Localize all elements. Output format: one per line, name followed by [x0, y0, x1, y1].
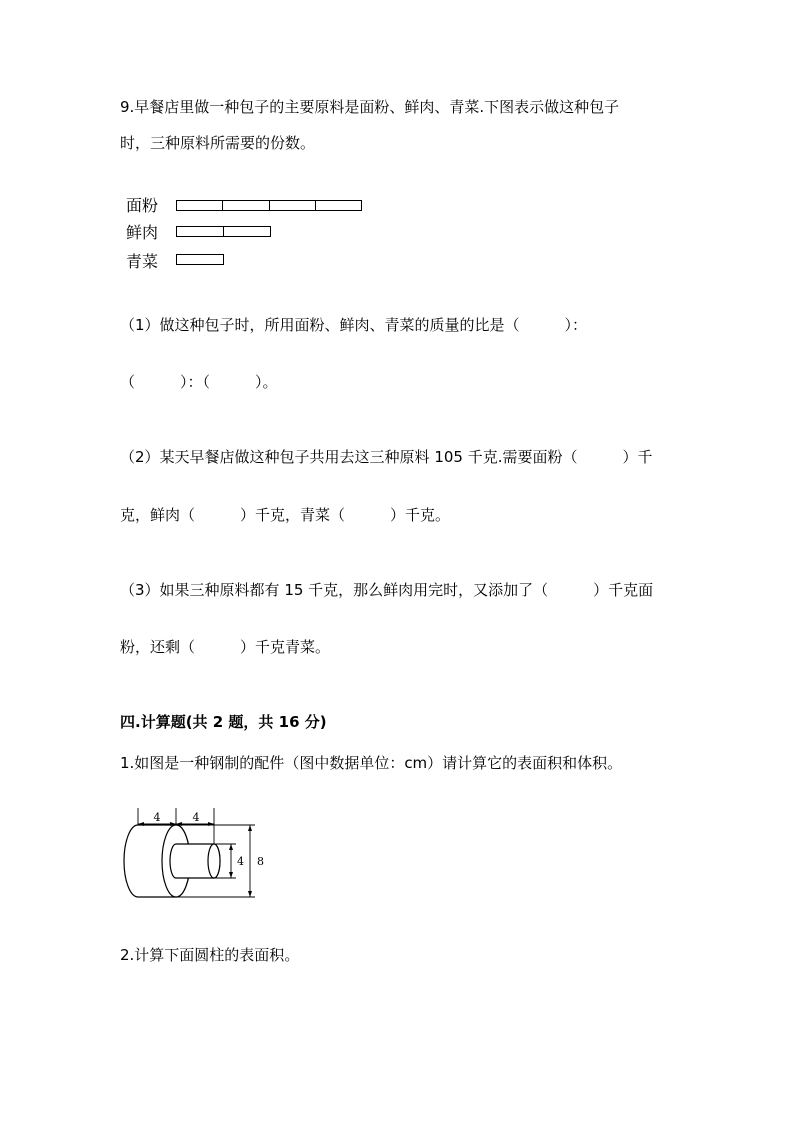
bar-segment — [177, 227, 224, 236]
bar-segment — [224, 227, 270, 236]
bar-segment — [316, 201, 361, 210]
dim-label-top-left: 4 — [153, 811, 161, 824]
bar-label-vegetable: 青菜 — [126, 252, 159, 271]
bar-segment — [223, 201, 269, 210]
q9-part-1-line-1: （1）做这种包子时，所用面粉、鲜肉、青菜的质量的比是（ ）： — [120, 316, 588, 334]
bar-segment — [270, 201, 316, 210]
bar-meat — [176, 226, 271, 237]
bar-label-meat: 鲜肉 — [126, 223, 159, 242]
dim-label-inner: 4 — [237, 855, 244, 868]
calc-question-2: 2.计算下面圆柱的表面积。 — [120, 946, 300, 964]
bar-vegetable — [176, 254, 224, 265]
dim-label-top-right: 4 — [192, 811, 200, 824]
calc-question-1: 1.如图是一种钢制的配件（图中数据单位：cm）请计算它的表面积和体积。 — [120, 754, 623, 772]
q9-part-2-line-2: 克，鲜肉（ ）千克，青菜（ ）千克。 — [120, 506, 451, 524]
q9-part-3-line-2: 粉，还剩（ ）千克青菜。 — [120, 638, 331, 656]
dim-label-outer: 8 — [257, 855, 264, 868]
bar-label-flour: 面粉 — [126, 196, 159, 215]
bar-flour — [176, 200, 362, 211]
bar-segment — [177, 201, 223, 210]
section-heading: 四.计算题(共 2 题，共 16 分) — [120, 713, 327, 731]
q9-intro-line-2: 时，三种原料所需要的份数。 — [120, 134, 316, 152]
q9-part-2-line-1: （2）某天早餐店做这种包子共用去这三种原料 105 千克.需要面粉（ ）千 — [120, 448, 653, 466]
steel-part-figure — [118, 804, 278, 906]
q9-intro-line-1: 9.早餐店里做一种包子的主要原料是面粉、鲜肉、青菜.下图表示做这种包子 — [120, 98, 620, 116]
q9-part-1-line-2: （ ）：（ ）。 — [120, 373, 278, 391]
q9-part-3-line-1: （3）如果三种原料都有 15 千克，那么鲜肉用完时，又添加了（ ）千克面 — [120, 581, 654, 599]
bar-segment — [177, 255, 223, 264]
